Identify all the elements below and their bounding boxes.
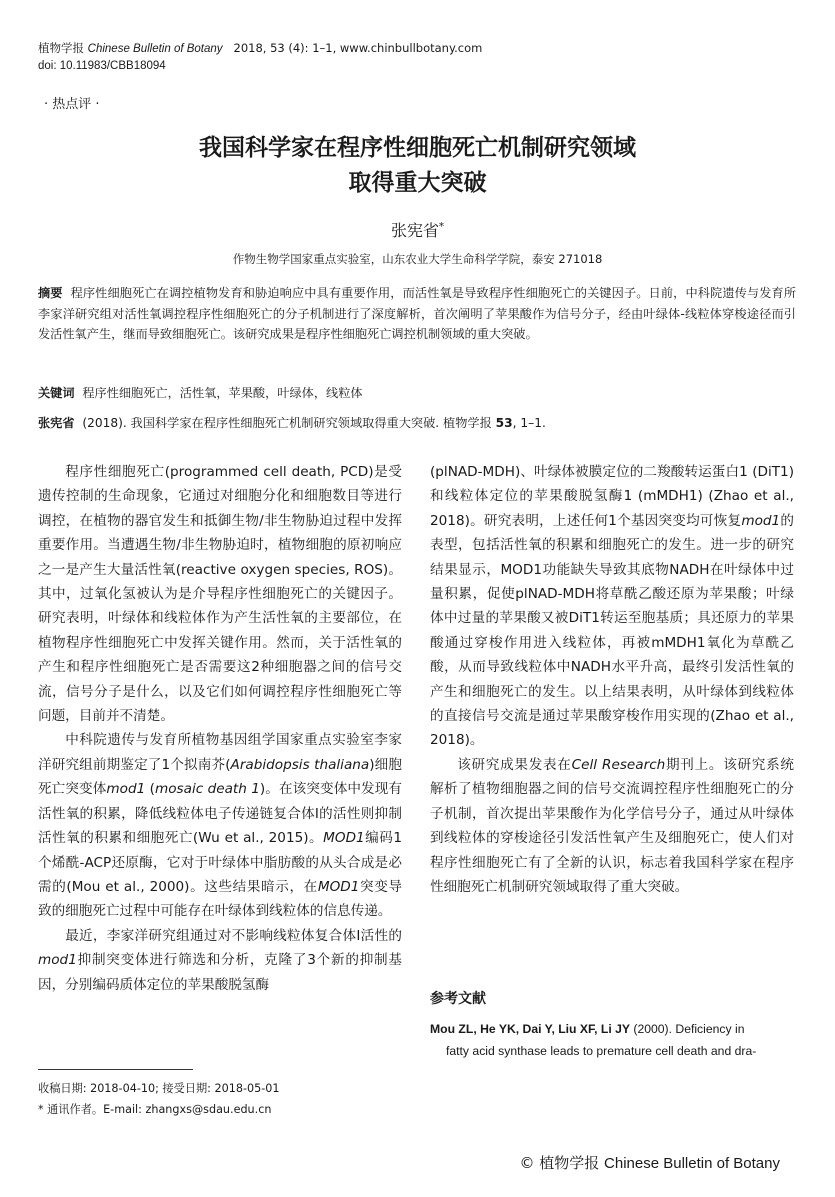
volume-info: 2018, 53 (4): 1–1, www.chinbullbotany.com — [233, 41, 483, 55]
affiliation: 作物生物学国家重点实验室，山东农业大学生命科学学院，泰安 271018 — [232, 252, 603, 266]
keywords-label: 关键词 — [38, 386, 75, 400]
paragraph: 最近，李家洋研究组通过对不影响线粒体复合体I活性的mod1抑制突变体进行筛选和分析，克隆了3个新的抑制基因，分别编码质体定位的苹果酸脱氢酶 — [38, 927, 402, 993]
author-name: 张宪省 — [390, 221, 439, 240]
received-dates: 收稿日期: 2018-04-10; 接受日期: 2018-05-01 — [38, 1082, 280, 1095]
citation-pages: , 1–1. — [512, 416, 546, 430]
article-title-line2: 取得重大突破 — [348, 170, 487, 196]
body-right-column — [430, 460, 794, 899]
corresponding-mark: * — [439, 221, 444, 233]
journal-name-en: Chinese Bulletin of Botany — [87, 43, 223, 55]
paragraph: 程序性细胞死亡(programmed cell death, PCD)是受遗传控制的生命现象，它通过对细胞分化和细胞数目等进行调控，在植物的器官发生和抵御生物/非生物胁迫过程中发挥重要作用。当遭遇生物/非生物胁迫时，植物细胞的原初响应之一是产生大量活性氧(reactive oxygen species, ROS)。其中，过氧化氢被认为是介导程序性细胞死亡的关键因子。研究表明，叶绿体和线粒体作为产生活性氧的主要部位，在植物程序性细胞死亡中发挥关键作用。然而，关于活性氧的产生和程序性细胞死亡是否需要这2种细胞器之间的信号交流，信号分子是什么，以及它们如何调控程序性细胞死亡等问题，目前并不清楚。 — [38, 464, 402, 725]
footer-journal-cn: 植物学报 — [539, 1154, 600, 1172]
abstract-label: 摘要 — [38, 286, 63, 300]
keywords — [38, 384, 363, 401]
citation-author: 张宪省 — [38, 416, 75, 430]
journal-header — [38, 40, 482, 56]
body-left-column — [38, 460, 402, 997]
footnote-divider — [38, 1069, 193, 1070]
corresponding-author-note: * 通讯作者。E-mail: zhangxs@sdau.edu.cn — [38, 1103, 272, 1116]
citation — [38, 414, 546, 431]
citation-volume: 53 — [495, 416, 513, 430]
citation-text: (2018). 我国科学家在程序性细胞死亡机制研究领域取得重大突破. 植物学报 — [82, 416, 496, 430]
paragraph: 该研究成果发表在Cell Research期刊上。该研究系统解析了植物细胞器之间的信号交流调控程序性细胞死亡的分子机制，首次提出苹果酸作为化学信号分子，通过从叶绿体到线粒体的穿梭途径引发活性氧产生及细胞死亡，使人们对程序性细胞死亡有了全新的认识，标志着我国科学家在程序性细胞死亡机制研究领域取得了重大突破。 — [430, 756, 794, 895]
references-heading: 参考文献 — [430, 991, 486, 1007]
reference-entry: Mou ZL, He YK, Dai Y, Liu XF, Li JY (2000). Deficiency in fatty acid synthase leads to premature cell death and dra- — [430, 1022, 757, 1058]
section-label: · 热点评 · — [44, 97, 100, 112]
journal-name-cn: 植物学报 — [38, 41, 84, 55]
doi: doi: 10.11983/CBB18094 — [38, 60, 166, 72]
abstract-text: 程序性细胞死亡在调控植物发育和胁迫响应中具有重要作用，而活性氧是导致程序性细胞死亡的关键因子。日前，中科院遗传与发育所李家洋研究组对活性氧调控程序性细胞死亡的分子机制进行了深度解析，首次阐明了苹果酸作为信号分子，经由叶绿体-线粒体穿梭途径而引发活性氧产生，继而导致细胞死亡。该研究成果是程序性细胞死亡调控机制领域的重大突破。 — [38, 286, 797, 341]
page-footer — [519, 1152, 780, 1173]
keywords-text: 程序性细胞死亡，活性氧，苹果酸，叶绿体，线粒体 — [82, 386, 363, 400]
abstract — [38, 283, 796, 345]
article-title-line1: 我国科学家在程序性细胞死亡机制研究领域 — [199, 135, 636, 161]
author — [0, 218, 835, 241]
paragraph: (plNAD-MDH)、叶绿体被膜定位的二羧酸转运蛋白1 (DiT1)和线粒体定位的苹果酸脱氢酶1 (mMDH1) (Zhao et al., 2018)。研究表明，上述任何1个基因突变均可恢复mod1的表型，包括活性氧的积累和细胞死亡的发生。进一步的研究结果显示，MOD1功能缺失导致其底物NADH在叶绿体中过量积累，促使plNAD-MDH将草酰乙酸还原为苹果酸；叶绿体中过量的苹果酸又被DiT1转运至胞基质；具还原力的苹果酸通过穿梭作用进入线粒体，再被mMDH1氧化为草酰乙酸，从而导致线粒体中NADH水平升高，最终引发活性氧的产生和细胞死亡的发生。以上结果表明，从叶绿体到线粒体的直接信号交流是通过苹果酸穿梭作用实现的(Zhao et al., 2018)。 — [430, 464, 795, 749]
copyright-symbol: © — [519, 1154, 535, 1172]
reference-authors: Mou ZL, He YK, Dai Y, Liu XF, Li JY — [430, 1022, 630, 1036]
footer-journal-en: Chinese Bulletin of Botany — [604, 1155, 780, 1172]
paragraph: 中科院遗传与发育所植物基因组学国家重点实验室李家洋研究组前期鉴定了1个拟南芥(Arabidopsis thaliana)细胞死亡突变体mod1 (mosaic death 1)。在该突变体中发现有活性氧的积累，降低线粒体电子传递链复合体I的活性则抑制活性氧的积累和细胞死亡(Wu et al., 2015)。MOD1编码1个烯酰-ACP还原酶，它对于叶绿体中脂肪酸的从头合成是必需的(Mou et al., 2000)。这些结果暗示，在MOD1突变导致的细胞死亡过程中可能存在叶绿体到线粒体的信息传递。 — [38, 732, 403, 920]
